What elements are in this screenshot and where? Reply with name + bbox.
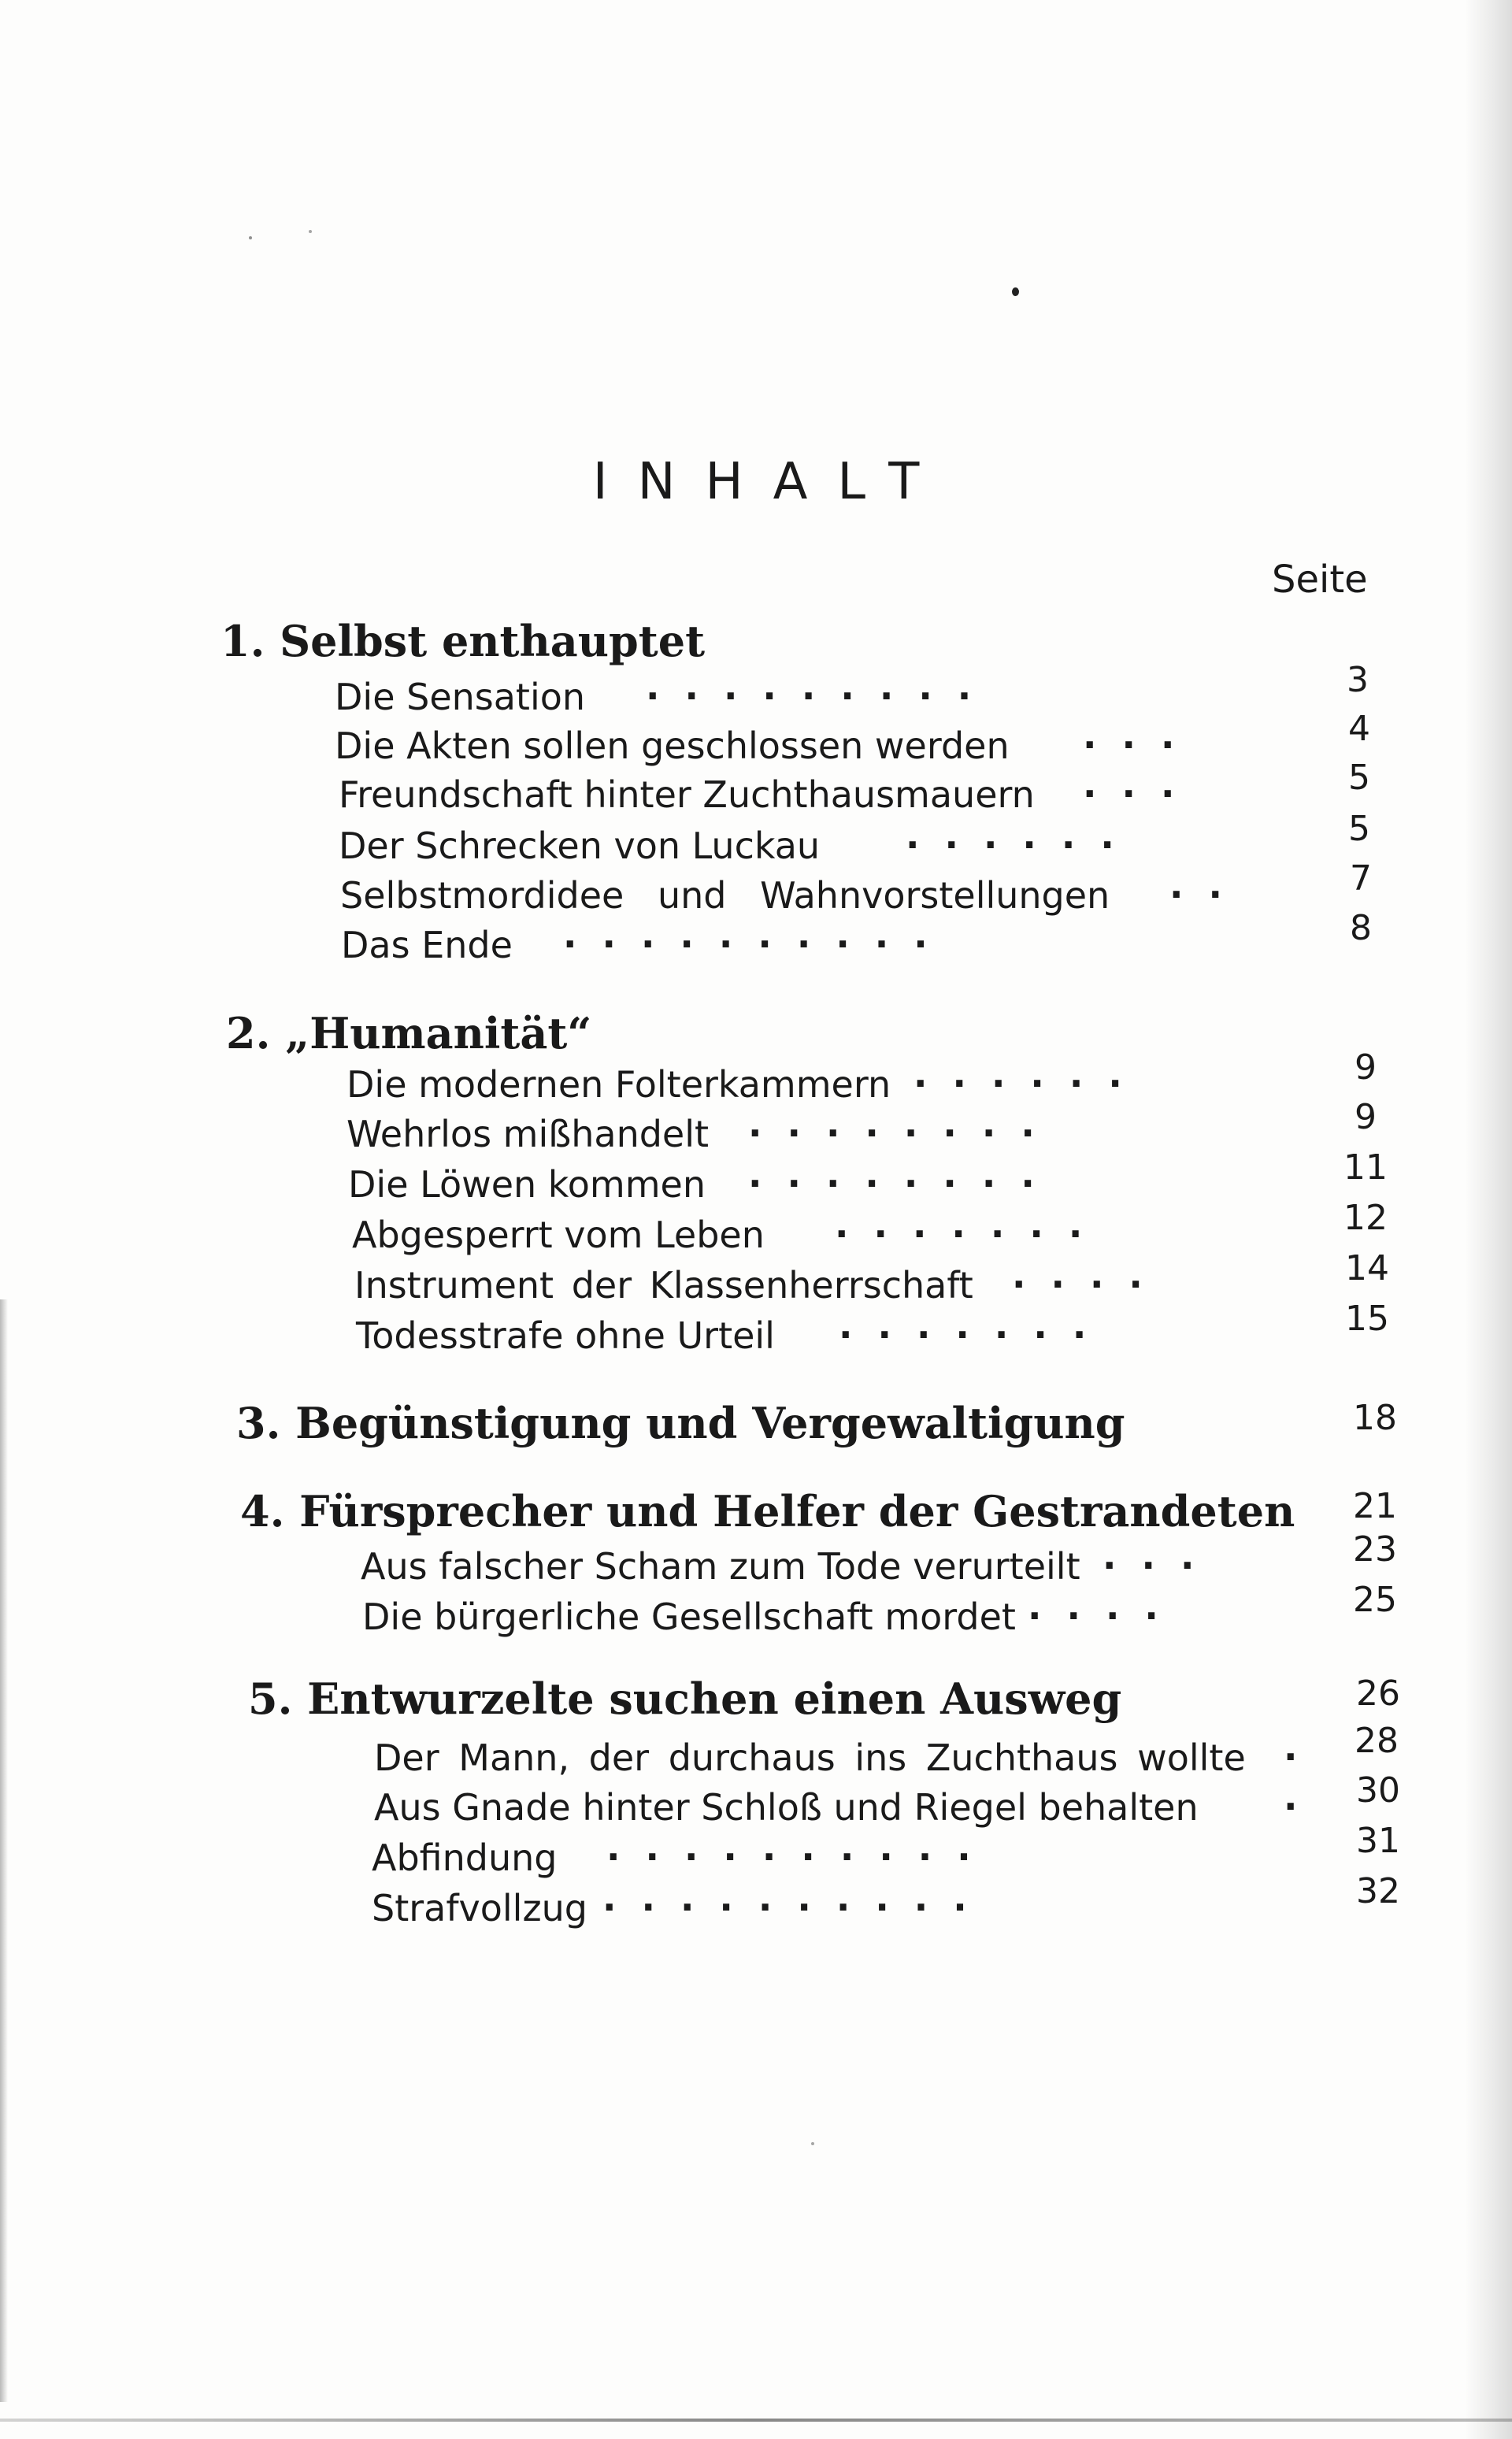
toc-entry-page: 12 [1343,1198,1388,1238]
toc-entry-page: 4 [1348,709,1370,749]
toc-entry-page: 23 [1353,1529,1397,1570]
toc-entry-title: Die bürgerliche Gesellschaft mordet [362,1596,1016,1638]
toc-entry-page: 15 [1345,1299,1389,1339]
toc-entry-title: Die Löwen kommen [348,1163,706,1206]
toc-leader-dots: ... [1083,714,1200,757]
toc-leader-dots: ... [1102,1535,1220,1577]
toc-leader-dots: . [1284,1726,1323,1769]
toc-leader-dots: ........ [748,1103,1060,1145]
toc-entry-title: Abgesperrt vom Leben [352,1214,765,1256]
toc-entry-title: Die Sensation [335,676,586,718]
toc-entry-title: Aus falscher Scham zum Tode verurteilt [361,1545,1080,1588]
ink-speck [249,236,252,239]
toc-leader-dots: .... [1028,1585,1184,1628]
toc-leader-dots: ...... [914,1053,1147,1095]
page-edge-shadow [1465,0,1512,2439]
toc-entry-title: Todesstrafe ohne Urteil [356,1314,775,1357]
toc-entry-title: Abfindung [372,1837,558,1879]
toc-leader-dots: . [1284,1776,1323,1818]
toc-entry-title: Freundschaft hinter Zuchthausmauern [339,773,1035,816]
toc-entry-page: 3 [1347,660,1369,700]
ink-speck [811,2142,814,2145]
toc-leader-dots: .......... [602,1877,992,1919]
ink-speck [1012,287,1019,296]
section-page: 21 [1353,1486,1397,1526]
toc-entry-title: Strafvollzug [372,1887,587,1929]
ink-speck [309,230,312,233]
toc-entry-page: 32 [1356,1871,1400,1911]
toc-leader-dots: ......... [646,665,997,708]
toc-entry-page: 25 [1353,1580,1397,1620]
toc-leader-dots: ....... [839,1304,1112,1347]
toc-entry-page: 5 [1348,809,1370,849]
section-heading: 5. Entwurzelte suchen einen Ausweg [248,1674,1122,1724]
toc-entry-title: Aus Gnade hinter Schloß und Riegel behalten [374,1786,1199,1829]
toc-leader-dots: ...... [906,814,1140,857]
toc-leader-dots: .......... [606,1826,996,1869]
toc-entry-title: Wehrlos mißhandelt [346,1113,710,1155]
toc-leader-dots: ... [1083,763,1200,806]
toc-entry-title: Das Ende [341,924,513,966]
toc-entry-page: 9 [1354,1097,1377,1137]
toc-entry-title: Selbstmordidee und Wahnvorstellungen [340,874,1110,917]
toc-entry-page: 31 [1356,1821,1400,1861]
toc-leader-dots: .. [1169,864,1247,906]
toc-leader-dots: ........ [748,1153,1060,1195]
page-column-label: Seite [1272,558,1368,602]
toc-entry-title: Die Akten sollen geschlossen werden [335,725,1010,767]
toc-entry-page: 8 [1350,908,1372,948]
toc-entry-page: 7 [1350,858,1372,899]
toc-entry-title: Der Schrecken von Luckau [339,825,821,867]
section-page: 26 [1356,1674,1400,1714]
page-gutter-shadow [0,1299,8,2402]
section-heading: 1. Selbst enthauptet [220,616,706,666]
toc-entry-title: Die modernen Folterkammern [346,1063,891,1106]
toc-entry-page: 11 [1343,1147,1388,1188]
section-heading: 4. Fürsprecher und Helfer der Gestrandeten [240,1486,1295,1536]
toc-entry-page: 14 [1345,1248,1389,1288]
toc-entry-page: 5 [1348,758,1370,798]
toc-leader-dots: ....... [835,1203,1108,1246]
toc-entry-page: 30 [1356,1770,1400,1811]
section-page: 18 [1353,1398,1397,1438]
section-heading: 3. Begünstigung und Vergewaltigung [236,1398,1125,1448]
section-heading: 2. „Humanität“ [226,1008,592,1058]
toc-entry-title: Der Mann, der durchaus ins Zuchthaus wollte [374,1737,1246,1779]
toc-entry-title: Instrument der Klassenherrschaft [354,1264,973,1307]
toc-entry-page: 28 [1354,1721,1399,1761]
toc-leader-dots: .......... [563,914,953,956]
page-title: INHALT [592,453,950,511]
toc-entry-page: 9 [1354,1047,1377,1088]
page-bottom-edge [0,2419,1512,2422]
toc-leader-dots: .... [1012,1254,1168,1296]
